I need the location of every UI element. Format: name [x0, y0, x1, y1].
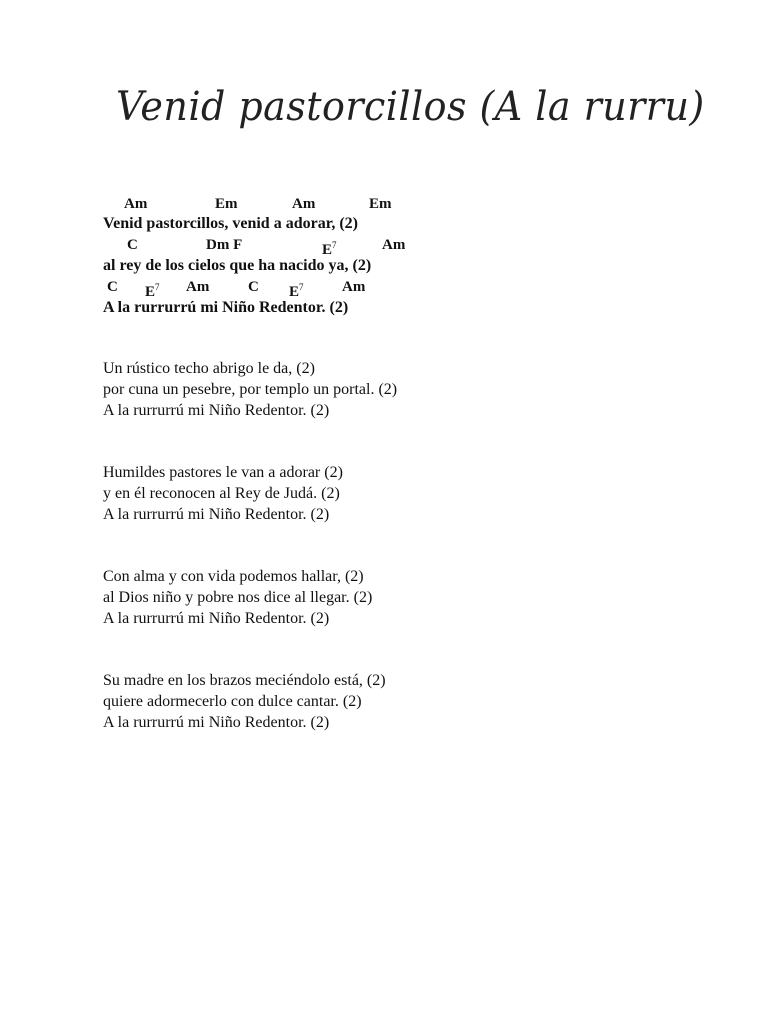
- verse-line: A la rurrurrú mi Niño Redentor. (2): [103, 610, 330, 627]
- verse-line: Humildes pastores le van a adorar (2): [103, 464, 343, 481]
- chord-superscript: 7: [299, 282, 304, 292]
- chord: Am: [186, 279, 210, 295]
- verse-line: A la rurrurrú mi Niño Redentor. (2): [103, 402, 330, 419]
- chord: Am: [292, 196, 316, 212]
- verse-line: A la rurrurrú mi Niño Redentor. (2): [103, 714, 330, 731]
- verse-line: A la rurrurrú mi Niño Redentor. (2): [103, 506, 330, 523]
- verse-line: al Dios niño y pobre nos dice al llegar. (2): [103, 589, 373, 606]
- chord: Em: [369, 196, 392, 212]
- song-title: Venid pastorcillos (A la rurru): [116, 84, 705, 130]
- chord: Dm F: [206, 237, 243, 253]
- chorus-lyric-line: A la rurrurrú mi Niño Redentor. (2): [103, 299, 349, 316]
- verse-line: Su madre en los brazos meciéndolo está, (2): [103, 672, 386, 689]
- verse-line: quiere adormecerlo con dulce cantar. (2): [103, 693, 362, 710]
- chorus-lyric-line: al rey de los cielos que ha nacido ya, (2): [103, 257, 372, 274]
- chord-superscript: 7: [332, 240, 337, 250]
- chorus-lyric-line: Venid pastorcillos, venid a adorar, (2): [103, 215, 358, 232]
- chord: Am: [382, 237, 406, 253]
- chord-root: E: [289, 284, 300, 300]
- verse-line: y en él reconocen al Rey de Judá. (2): [103, 485, 340, 502]
- chord-superscript: 7: [155, 282, 160, 292]
- chord: Em: [215, 196, 238, 212]
- chord: C: [248, 279, 259, 295]
- chord: C: [127, 237, 138, 253]
- chord: C: [107, 279, 118, 295]
- verse-line: Un rústico techo abrigo le da, (2): [103, 360, 315, 377]
- chord: Am: [124, 196, 148, 212]
- verse-line: por cuna un pesebre, por templo un portal. (2): [103, 381, 398, 398]
- verse-line: Con alma y con vida podemos hallar, (2): [103, 568, 364, 585]
- chord-root: E: [145, 284, 156, 300]
- chord: Am: [342, 279, 366, 295]
- chord-root: E: [322, 242, 333, 258]
